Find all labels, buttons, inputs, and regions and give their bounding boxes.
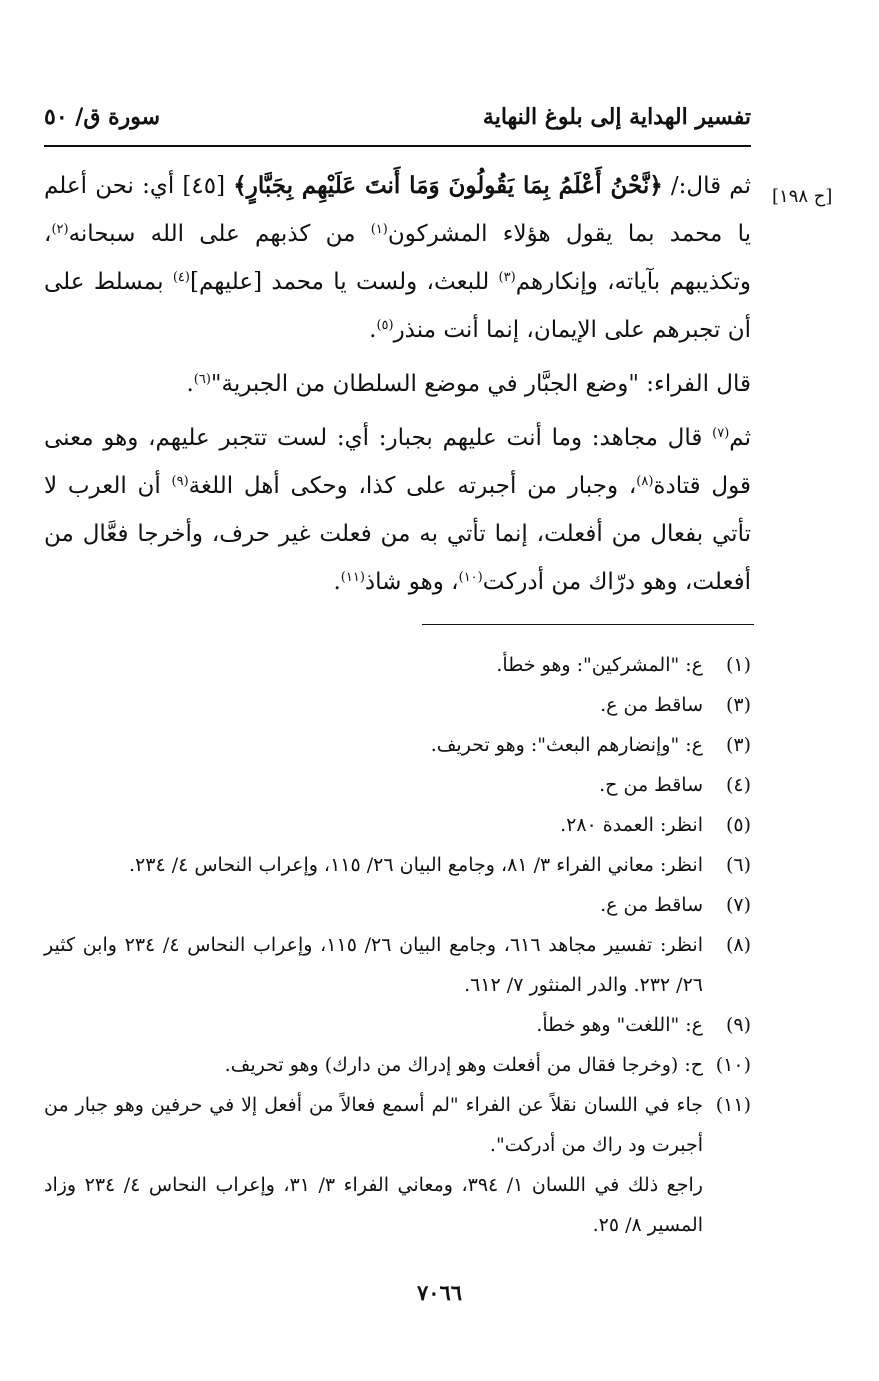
footnotes — [44, 645, 751, 1245]
footnote-number: (١٠) — [715, 1054, 751, 1076]
footnote — [44, 805, 751, 845]
footnote-ref: (٤) — [172, 270, 190, 285]
footnote — [44, 765, 751, 805]
footnote-text: ح: (وخرجا فقال من أفعلت وهو إدراك من دارك) وهو تحريف. — [224, 1054, 703, 1076]
footnote-number: (٥) — [725, 814, 751, 836]
footnote-text: ساقط من ع. — [600, 894, 703, 916]
footnote-text: جاء في اللسان نقلاً عن الفراء "لم أسمع فعالاً من أفعل إلا في حرفين وهو جبار من أجبرت ود راك من أدركت". — [44, 1094, 703, 1156]
footnote-ref: (٢) — [51, 222, 69, 237]
footnote-ref: (٣) — [498, 270, 516, 285]
footnote-number: (٩) — [725, 1014, 751, 1036]
footnote-number: (٣) — [725, 734, 751, 756]
footnote-ref: (٩) — [171, 474, 189, 489]
footnote-continuation: راجع ذلك في اللسان ١/ ٣٩٤، ومعاني الفراء ٣/ ٣١، وإعراب النحاس ٤/ ٢٣٤ وزاد المسير ٨/ ٢٥. — [44, 1174, 703, 1236]
footnote-ref: (٧) — [712, 426, 730, 441]
footnote-number: (٨) — [725, 934, 751, 956]
footnote-text: انظر: تفسير مجاهد ٦١٦، وجامع البيان ٢٦/ ١١٥، وإعراب النحاس ٤/ ٢٣٤ وابن كثير ٢٦/ ٢٣٢. والدر المنثور ٧/ ٦١٢. — [44, 934, 703, 996]
footnote-number: (٣) — [725, 694, 751, 716]
running-header-surah: سورة ق/ ٥٠ — [44, 104, 161, 130]
footnote — [44, 725, 751, 765]
footnote-ref: (٥) — [376, 318, 394, 333]
footnote — [44, 1005, 751, 1045]
footnote-separator — [422, 624, 754, 625]
manuscript-margin-note: [ح ١٩٨] — [772, 186, 833, 207]
paragraph-3: ثم$^{(٧)}$ قال مجاهد: وما أنت عليهم بجبار: أي: لست تتجبر عليهم، وهو معنى قول قتادة$^{(٨)}$، وجبار من أجبرته على كذا، وحكى أهل اللغة$^{(٩)}$ أن العرب لا تأتي بفعال من أفعلت، إنما تأتي به من فعلت غير حرف، وأخرجا فعَّال من أفعلت، وهو درّاك من أدركت$^{(١٠)}$، وهو شاذ$^{(١١)}$. — [44, 425, 751, 595]
paragraph-1: ثم قال:/ ﴿نَّحْنُ أَعْلَمُ بِمَا يَقُولُونَ وَمَا أَنتَ عَلَيْهِم بِجَبَّارٍ﴾ [٤٥] أي: نحن أعلم يا محمد بما يقول هؤلاء المشركون$^{(١)}$ من كذبهم على الله سبحانه$^{(٢)}$، وتكذيبهم بآياته، وإنكارهم$^{(٣)}$ للبعث، ولست يا محمد [عليهم]$^{(٤)}$ بمسلط على أن تجبرهم على الإيمان، إنما أنت منذر$^{(٥)}$. — [44, 172, 751, 343]
footnote-ref: (٨) — [636, 474, 654, 489]
footnote-ref: (١٠) — [458, 570, 483, 585]
footnote-ref: (١١) — [340, 570, 365, 585]
header-rule — [44, 145, 751, 147]
footnote-text: ع: "المشركين": وهو خطأ. — [496, 654, 703, 676]
footnote-number: (١١) — [715, 1094, 751, 1116]
footnote-text: انظر: العمدة ٢٨٠. — [560, 814, 703, 836]
quran-verse: ﴿نَّحْنُ أَعْلَمُ بِمَا يَقُولُونَ وَمَا أَنتَ عَلَيْهِم بِجَبَّارٍ﴾ — [233, 172, 663, 199]
footnote-number: (٤) — [725, 774, 751, 796]
main-text — [44, 162, 751, 612]
footnote-text: ساقط من ح. — [599, 774, 703, 796]
footnote — [44, 1085, 751, 1165]
footnote-number: (١) — [725, 654, 751, 676]
footnote-number: (٧) — [725, 894, 751, 916]
footnote — [44, 685, 751, 725]
footnote-text: ع: "وإنضارهم البعث": وهو تحريف. — [430, 734, 703, 756]
paragraph-2: قال الفراء: "وضع الجبَّار في موضع السلطان من الجبرية"$^{(٦)}$. — [186, 371, 751, 397]
footnote-text: انظر: معاني الفراء ٣/ ٨١، وجامع البيان ٢٦/ ١١٥، وإعراب النحاس ٤/ ٢٣٤. — [128, 854, 703, 876]
footnote — [44, 1045, 751, 1085]
running-header-book-title: تفسير الهداية إلى بلوغ النهاية — [482, 104, 751, 130]
ayah-number: [٤٥] — [174, 173, 234, 199]
footnote-text: ساقط من ع. — [600, 694, 703, 716]
footnote-ref: (١) — [370, 222, 388, 237]
page-number: ٧٠٦٦ — [416, 1280, 463, 1305]
footnote-ref: (٦) — [193, 372, 211, 387]
footnote-text: ع: "اللغت" وهو خطأ. — [536, 1014, 703, 1036]
footnote — [44, 925, 751, 1005]
footnote — [44, 645, 751, 685]
footnote — [44, 845, 751, 885]
footnote — [44, 885, 751, 925]
footnote-number: (٦) — [725, 854, 751, 876]
